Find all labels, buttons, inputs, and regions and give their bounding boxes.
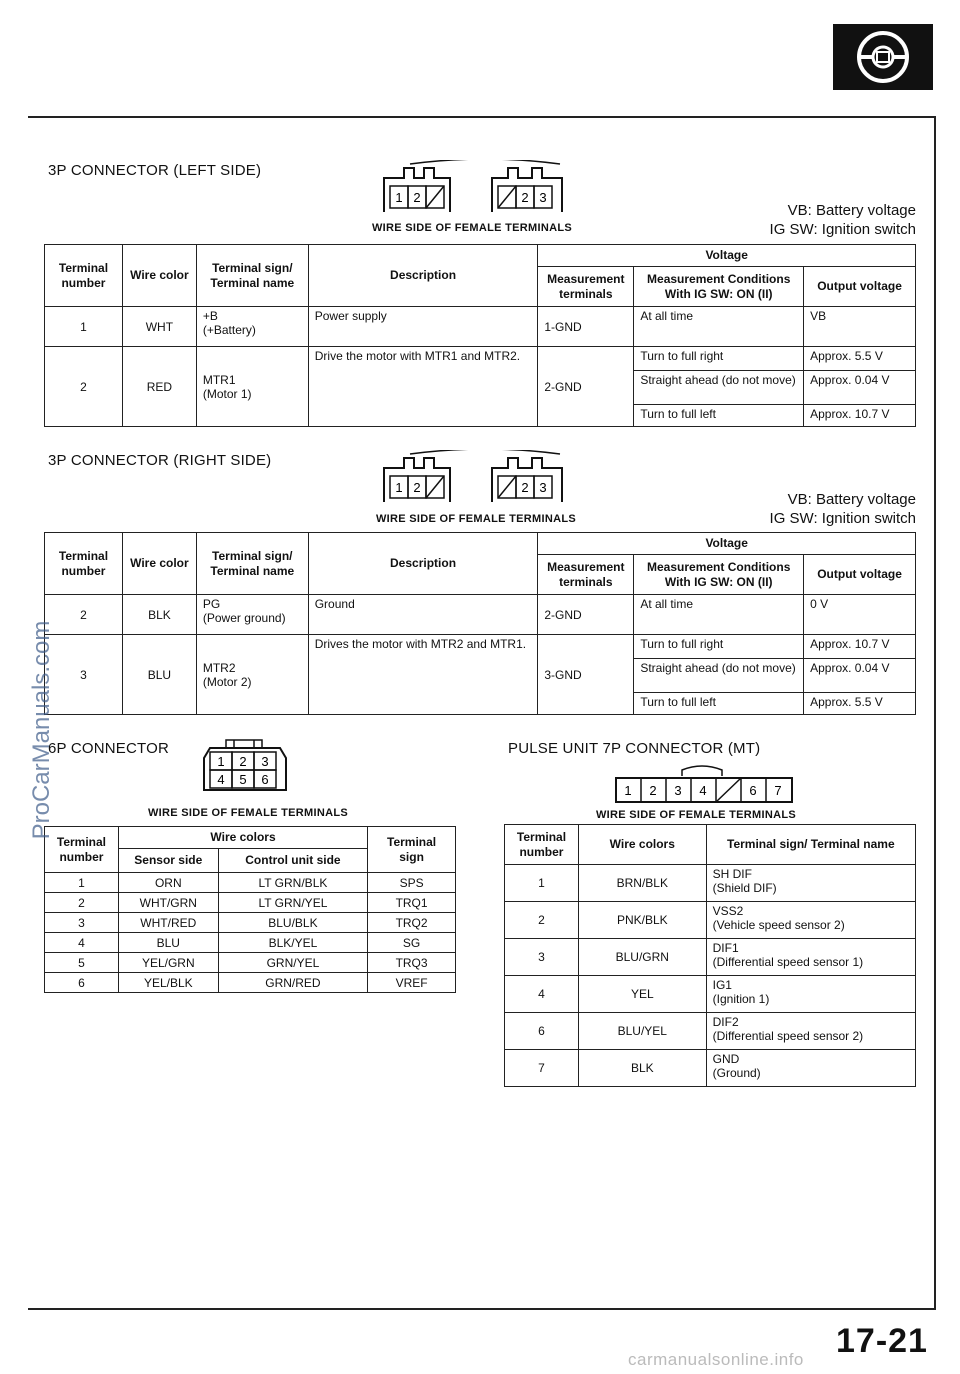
wire-color-cell: BLU/YEL xyxy=(578,1013,706,1050)
terminal-name: (Motor 1) xyxy=(202,386,252,401)
terminal-name: (Motor 2) xyxy=(202,674,252,689)
terminal-cell: 2 xyxy=(45,893,119,913)
pin-label: 2 xyxy=(413,480,421,495)
header-description: Description xyxy=(308,245,538,307)
output-voltage-cell: Approx. 0.04 V xyxy=(804,659,916,693)
condition-cell: Straight ahead (do not move) xyxy=(634,371,804,405)
header-terminal-sign: Terminal sign xyxy=(368,827,456,873)
table-row xyxy=(45,913,456,933)
terminal-sign-cell xyxy=(196,347,308,427)
terminal-sign: IG1 xyxy=(712,978,732,992)
legend-vb: VB: Battery voltage xyxy=(787,202,916,219)
condition-cell: Turn to full right xyxy=(634,347,804,371)
terminal-sign-cell xyxy=(706,902,915,939)
legend-vb: VB: Battery voltage xyxy=(787,491,916,508)
terminal-name: (Ground) xyxy=(712,1066,761,1080)
pin-label: 2 xyxy=(239,754,247,769)
frame-right-rule xyxy=(934,116,936,1308)
table-row xyxy=(45,307,916,347)
terminal-sign-cell: SG xyxy=(368,933,456,953)
terminal-cell: 5 xyxy=(45,953,119,973)
legend-ig: IG SW: Ignition switch xyxy=(769,221,916,238)
steering-wheel-icon xyxy=(833,24,933,90)
section-title-6p: 6P CONNECTOR xyxy=(48,740,170,757)
header-output-voltage: Output voltage xyxy=(804,555,916,595)
description-cell: Power supply xyxy=(308,307,538,347)
terminal-sign: SH DIF xyxy=(712,867,752,881)
terminal-cell: 2 xyxy=(45,347,123,427)
connector-diagram-7p xyxy=(612,762,796,806)
pin-label: 1 xyxy=(217,754,225,769)
pin-label: 3 xyxy=(539,480,547,495)
header-description: Description xyxy=(308,533,538,595)
terminal-cell: 6 xyxy=(505,1013,579,1050)
pin-label: 1 xyxy=(624,783,632,798)
header-measurement-terminals: Measurement terminals xyxy=(538,267,634,307)
pin-label: 1 xyxy=(395,480,403,495)
terminal-sign-cell xyxy=(706,1050,915,1087)
terminal-sign-cell: TRQ2 xyxy=(368,913,456,933)
control-unit-side-cell: GRN/YEL xyxy=(218,953,367,973)
terminal-sign: MTR1 xyxy=(202,372,236,387)
table-row xyxy=(505,865,916,902)
table-3p-left xyxy=(44,244,916,427)
condition-cell: Straight ahead (do not move) xyxy=(634,659,804,693)
voltage-legend xyxy=(680,201,916,239)
wire-side-label: WIRE SIDE OF FEMALE TERMINALS xyxy=(376,513,576,525)
table-row xyxy=(505,939,916,976)
terminal-name: (Differential speed sensor 1) xyxy=(712,955,864,969)
terminal-cell: 4 xyxy=(45,933,119,953)
measurement-cell: 1-GND xyxy=(538,307,634,347)
wire-color-cell: RED xyxy=(122,347,196,427)
terminal-sign-cell xyxy=(706,865,915,902)
sensor-side-cell: ORN xyxy=(118,873,218,893)
output-voltage-cell: Approx. 5.5 V xyxy=(804,347,916,371)
terminal-name: (Shield DIF) xyxy=(712,881,777,895)
header-measurement-terminals: Measurement terminals xyxy=(538,555,634,595)
terminal-sign-cell: SPS xyxy=(368,873,456,893)
section-title-7p: PULSE UNIT 7P CONNECTOR (MT) xyxy=(508,740,761,757)
terminal-cell: 4 xyxy=(505,976,579,1013)
terminal-sign: MTR2 xyxy=(202,660,236,675)
output-voltage-cell: VB xyxy=(804,307,916,347)
table-row xyxy=(45,595,916,635)
control-unit-side-cell: LT GRN/YEL xyxy=(218,893,367,913)
terminal-name: (Ignition 1) xyxy=(712,992,770,1006)
header-wire-colors: Wire colors xyxy=(578,825,706,865)
pin-label: 2 xyxy=(521,480,529,495)
control-unit-side-cell: BLU/BLK xyxy=(218,913,367,933)
pin-label: 2 xyxy=(649,783,657,798)
frame-bottom-rule xyxy=(28,1308,936,1310)
description-cell: Drive the motor with MTR1 and MTR2. xyxy=(308,347,538,427)
header-terminal-sign: Terminal sign/ Terminal name xyxy=(706,825,915,865)
connector-diagram-3p-left xyxy=(380,160,590,218)
header-sensor-side: Sensor side xyxy=(118,849,218,873)
watermark-text: ProCarManuals.com xyxy=(28,620,55,840)
wire-color-cell: BLK xyxy=(578,1050,706,1087)
terminal-sign-cell xyxy=(196,307,308,347)
terminal-name: (Vehicle speed sensor 2) xyxy=(712,918,845,932)
description-cell: Ground xyxy=(308,595,538,635)
pin-label: 4 xyxy=(699,783,707,798)
table-row xyxy=(45,893,456,913)
terminal-cell: 3 xyxy=(45,635,123,715)
pin-label: 2 xyxy=(413,190,421,205)
voltage-legend xyxy=(680,490,916,528)
header-control-unit-side: Control unit side xyxy=(218,849,367,873)
terminal-sign: +B xyxy=(202,309,218,323)
table-row xyxy=(45,973,456,993)
table-row xyxy=(505,902,916,939)
measurement-cell: 2-GND xyxy=(538,595,634,635)
wire-side-label: WIRE SIDE OF FEMALE TERMINALS xyxy=(596,809,796,821)
pin-label: 6 xyxy=(749,783,757,798)
measurement-cell: 2-GND xyxy=(538,347,634,427)
control-unit-side-cell: BLK/YEL xyxy=(218,933,367,953)
legend-ig: IG SW: Ignition switch xyxy=(769,510,916,527)
header-measurement-conditions: Measurement Conditions With IG SW: ON (II) xyxy=(634,555,804,595)
sensor-side-cell: WHT/GRN xyxy=(118,893,218,913)
connector-diagram-3p-right xyxy=(380,450,590,508)
header-terminal-number: Terminal number xyxy=(45,827,119,873)
terminal-sign-cell: VREF xyxy=(368,973,456,993)
wire-color-cell: YEL xyxy=(578,976,706,1013)
terminal-sign: GND xyxy=(712,1052,740,1066)
terminal-cell: 2 xyxy=(505,902,579,939)
wire-color-cell: BLU xyxy=(122,635,196,715)
terminal-cell: 6 xyxy=(45,973,119,993)
wire-color-cell: BRN/BLK xyxy=(578,865,706,902)
wire-side-label: WIRE SIDE OF FEMALE TERMINALS xyxy=(372,222,572,234)
page-number: 17-21 xyxy=(836,1322,928,1360)
terminal-sign-cell xyxy=(196,595,308,635)
header-voltage: Voltage xyxy=(538,245,916,267)
terminal-sign-cell xyxy=(706,939,915,976)
table-row xyxy=(45,635,916,659)
output-voltage-cell: Approx. 10.7 V xyxy=(804,635,916,659)
sensor-side-cell: YEL/GRN xyxy=(118,953,218,973)
header-voltage: Voltage xyxy=(538,533,916,555)
header-terminal-number: Terminal number xyxy=(45,245,123,307)
sensor-side-cell: YEL/BLK xyxy=(118,973,218,993)
table-row xyxy=(45,347,916,371)
header-terminal-sign: Terminal sign/ Terminal name xyxy=(196,245,308,307)
output-voltage-cell: Approx. 10.7 V xyxy=(804,405,916,427)
table-row xyxy=(505,976,916,1013)
condition-cell: Turn to full left xyxy=(634,405,804,427)
wire-side-label: WIRE SIDE OF FEMALE TERMINALS xyxy=(148,807,348,819)
frame-top-rule xyxy=(28,116,936,118)
header-wire-color: Wire color xyxy=(122,245,196,307)
description-cell: Drives the motor with MTR2 and MTR1. xyxy=(308,635,538,715)
table-row xyxy=(45,933,456,953)
condition-cell: At all time xyxy=(634,307,804,347)
measurement-cell: 3-GND xyxy=(538,635,634,715)
terminal-sign-cell: TRQ3 xyxy=(368,953,456,973)
pin-label: 2 xyxy=(521,190,529,205)
watermark xyxy=(12,380,72,1080)
table-row xyxy=(505,1013,916,1050)
pin-label: 7 xyxy=(774,783,782,798)
terminal-sign-cell xyxy=(706,976,915,1013)
condition-cell: At all time xyxy=(634,595,804,635)
terminal-cell: 3 xyxy=(45,913,119,933)
table-3p-right xyxy=(44,532,916,715)
terminal-cell: 7 xyxy=(505,1050,579,1087)
sensor-side-cell: WHT/RED xyxy=(118,913,218,933)
pin-label: 3 xyxy=(674,783,682,798)
section-title-3p-right: 3P CONNECTOR (RIGHT SIDE) xyxy=(48,452,272,469)
header-measurement-conditions: Measurement Conditions With IG SW: ON (II) xyxy=(634,267,804,307)
terminal-name: (Power ground) xyxy=(202,611,286,625)
wire-color-cell: BLU/GRN xyxy=(578,939,706,976)
terminal-sign: PG xyxy=(202,597,221,611)
output-voltage-cell: Approx. 0.04 V xyxy=(804,371,916,405)
terminal-sign-cell xyxy=(196,635,308,715)
table-7p xyxy=(504,824,916,1087)
table-row xyxy=(505,1050,916,1087)
terminal-sign-cell xyxy=(706,1013,915,1050)
table-row xyxy=(45,953,456,973)
table-6p xyxy=(44,826,456,993)
control-unit-side-cell: LT GRN/BLK xyxy=(218,873,367,893)
terminal-sign: DIF2 xyxy=(712,1015,739,1029)
section-title-3p-left: 3P CONNECTOR (LEFT SIDE) xyxy=(48,162,262,179)
terminal-name: (+Battery) xyxy=(202,323,256,337)
output-voltage-cell: 0 V xyxy=(804,595,916,635)
terminal-cell: 3 xyxy=(505,939,579,976)
wire-color-cell: WHT xyxy=(122,307,196,347)
header-terminal-number: Terminal number xyxy=(505,825,579,865)
table-row xyxy=(45,873,456,893)
pin-label: 1 xyxy=(395,190,403,205)
control-unit-side-cell: GRN/RED xyxy=(218,973,367,993)
header-terminal-number: Terminal number xyxy=(45,533,123,595)
pin-label: 5 xyxy=(239,772,247,787)
pin-label: 4 xyxy=(217,772,225,787)
terminal-name: (Differential speed sensor 2) xyxy=(712,1029,864,1043)
terminal-sign: DIF1 xyxy=(712,941,739,955)
terminal-sign: VSS2 xyxy=(712,904,744,918)
header-wire-colors: Wire colors xyxy=(118,827,367,849)
condition-cell: Turn to full right xyxy=(634,635,804,659)
header-output-voltage: Output voltage xyxy=(804,267,916,307)
connector-diagram-6p xyxy=(200,738,300,798)
footer-url: carmanualsonline.info xyxy=(628,1350,804,1369)
header-terminal-sign: Terminal sign/ Terminal name xyxy=(196,533,308,595)
terminal-cell: 1 xyxy=(505,865,579,902)
wire-color-cell: PNK/BLK xyxy=(578,902,706,939)
pin-label: 3 xyxy=(261,754,269,769)
header-wire-color: Wire color xyxy=(122,533,196,595)
terminal-sign-cell: TRQ1 xyxy=(368,893,456,913)
output-voltage-cell: Approx. 5.5 V xyxy=(804,693,916,715)
terminal-cell: 1 xyxy=(45,307,123,347)
sensor-side-cell: BLU xyxy=(118,933,218,953)
terminal-cell: 2 xyxy=(45,595,123,635)
pin-label: 3 xyxy=(539,190,547,205)
condition-cell: Turn to full left xyxy=(634,693,804,715)
terminal-cell: 1 xyxy=(45,873,119,893)
wire-color-cell: BLK xyxy=(122,595,196,635)
pin-label: 6 xyxy=(261,772,269,787)
